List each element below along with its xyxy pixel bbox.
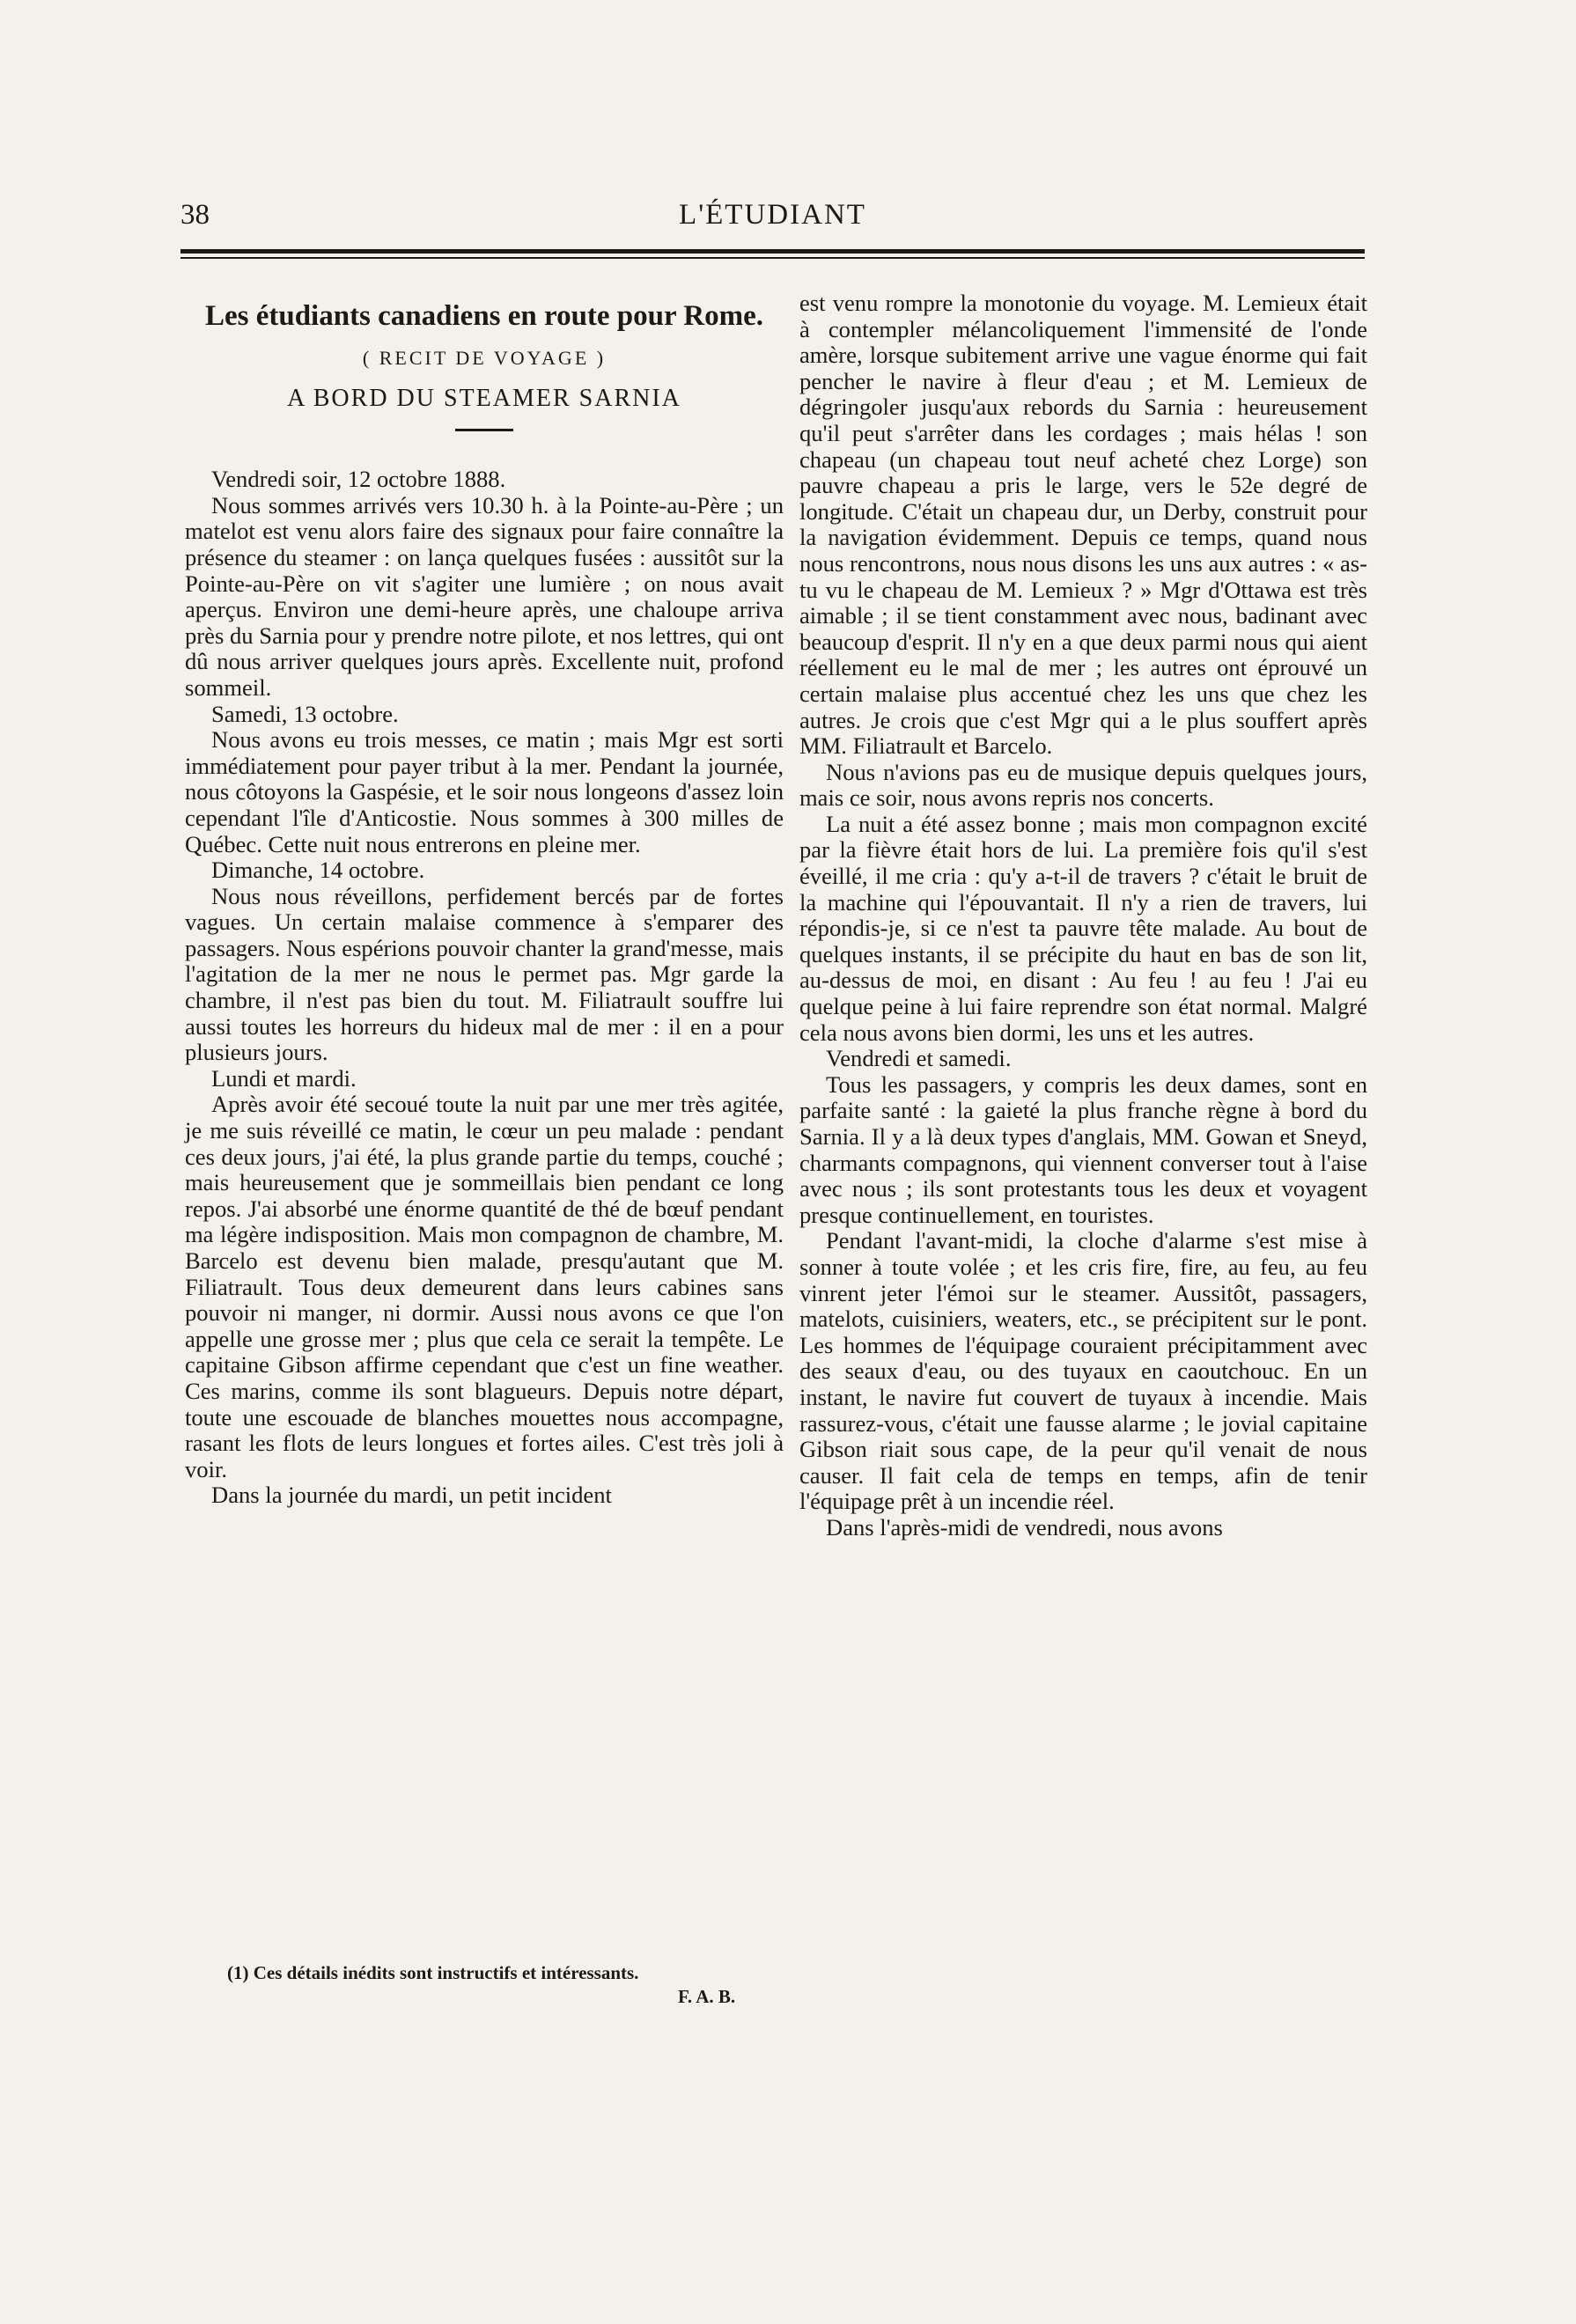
article-location: A BORD DU STEAMER SARNIA <box>287 384 681 412</box>
header-rule-thin <box>180 257 1365 259</box>
footnote: (1) Ces détails inédits sont instructifs et intéressants. <box>227 1962 639 1983</box>
paragraph: Pendant l'avant-midi, la cloche d'alarme s'est mise à sonner à toute volée ; et les cris fire, fire, au feu, au feu vinrent jeter l'émoi sur le steamer. Aussitôt, passagers, matelots, cuisiniers, weaters, etc., se précipitent sur le pont. Les hommes de l'équipage couraient précipitamment avec des seaux d'eau, ou des tuyaux en caoutchouc. En un instant, le navire fut couvert de tuyaux à incendie. Mais rassurez-vous, c'était une fausse alarme ; le jovial capitaine Gibson riait sous cape, de la peur qu'il venait de nous causer. Il fait cela de temps en temps, afin de tenir l'équipage prêt à un incendie réel. <box>799 1227 1367 1515</box>
dateline: Vendredi et samedi. <box>826 1045 1012 1072</box>
paragraph: La nuit a été assez bonne ; mais mon compagnon excité par la fièvre était hors de lui. La première fois qu'il s'est éveillé, il me cria : qu'y a-t-il de travers ? c'était le bruit de la machine qui l'épouvantait. Il n'y a rien de travers, lui répondis-je, si ce n'est ta pauvre tête malade. Au bout de quelques instants, il se précipite du haut en bas de son lit, au-dessus de moi, en disant : Au feu ! au feu ! J'ai eu quelque peine à lui faire reprendre son état normal. Malgré cela nous avons bien dormi, les uns et les autres. <box>799 810 1367 1046</box>
dateline: Dimanche, 14 octobre. <box>211 857 425 884</box>
paragraph: Nous nous réveillons, perfidement bercés par de fortes vagues. Un certain malaise commence à s'emparer des passagers. Nous espérions pouvoir chanter la grand'messe, mais l'agitation de la mer ne nous le permet pas. Mgr garde la chambre, il n'est pas bien du tout. M. Filiatrault souffre lui aussi toutes les horreurs du hideux mal de mer : il en a pour plusieurs jours. <box>185 882 784 1066</box>
dateline: Samedi, 13 octobre. <box>211 700 399 727</box>
running-title: L'ÉTUDIANT <box>679 199 866 231</box>
dateline: Vendredi soir, 12 octobre 1888. <box>211 466 506 493</box>
paragraph: Tous les passagers, y compris les deux dames, sont en parfaite santé : la gaieté la plus franche règne à bord du Sarnia. Il y a là deux types d'anglais, MM. Gowan et Sneyd, charmants compagnons, qui viennent converser tout à l'aise avec nous ; ils sont protestants tous les deux et voyagent presque continuellement, en touristes. <box>799 1070 1367 1228</box>
paragraph: Dans la journée du mardi, un petit incident <box>211 1482 612 1509</box>
paragraph: Après avoir été secoué toute la nuit par une mer très agitée, je me suis réveillé ce matin, le cœur un peu malade : pendant ces deux jours, j'ai été, la plus grande partie du temps, couché ; mais heureusement que je sommeillais bien pendant ce long repos. J'ai absorbé une énorme quantité de thé de bœuf pendant ma légère indisposition. Mais mon compagnon de chambre, M. Barcelo est devenu bien malade, presqu'autant que M. Filiatrault. Tous deux demeurent dans leurs cabines sans pouvoir ni manger, ni dormir. Aussi nous avons ce que l'on appelle une grosse mer ; plus que cela ce serait la tempête. Le capitaine Gibson affirme cependant que c'est un fine weather. Ces marins, comme ils sont blagueurs. Depuis notre départ, toute une escouade de blanches mouettes nous accompagne, rasant les flots de leurs longues et fortes ailes. C'est très joli à voir. <box>185 1091 784 1482</box>
page-header <box>180 199 1365 234</box>
paragraph: est venu rompre la monotonie du voyage. M. Lemieux était à contempler mélancoliquement l'immensité de l'onde amère, lorsque subitement arrive une vague énorme qui fait pencher le navire à fleur d'eau ; et M. Lemieux de dégringoler jusqu'aux rebords du Sarnia : heureusement qu'il peut s'arrêter dans les cordages ; mais hélas ! son chapeau (un chapeau tout neuf acheté chez Lorge) son pauvre chapeau a pris le large, vers le 52e degré de longitude. C'était un chapeau dur, un Derby, construit pour la navigation évidemment. Depuis ce temps, quand nous nous rencontrons, nous nous disons les uns aux autres : « as-tu vu le chapeau de M. Lemieux ? » Mgr d'Ottawa est très aimable ; il se tient constamment avec nous, badinant avec beaucoup d'esprit. Il n'y en a que deux parmi nous qui aient réellement eu le mal de mer ; les autres ont éprouvé un certain malaise plus accentué chez les uns que chez les autres. Je crois que c'est Mgr qui a le plus souffert après MM. Filiatrault et Barcelo. <box>799 290 1367 760</box>
paragraph: Nous avons eu trois messes, ce matin ; mais Mgr est sorti immédiatement pour payer tribut à la mer. Pendant la journée, nous côtoyons la Gaspésie, et le soir nous longeons d'assez loin cependant l'île d'Anticostie. Nous sommes à 300 milles de Québec. Cette nuit nous entrerons en pleine mer. <box>185 726 784 857</box>
page-number: 38 <box>180 199 210 231</box>
paragraph: Nous sommes arrivés vers 10.30 h. à la Pointe-au-Père ; un matelot est venu alors faire des signaux pour faire connaître la présence du steamer : on lança quelques fusées : aussitôt sur la Pointe-au-Père on vit s'agiter une lumière ; on nous avait aperçus. Environ une demi-heure après, une chaloupe arriva près du Sarnia pour y prendre notre pilote, et nos lettres, qui ont dû nous arriver quelques jours après. Excellente nuit, profond sommeil. <box>185 491 784 701</box>
footnote-signature: F. A. B. <box>678 1986 736 2007</box>
header-rule <box>180 249 1365 254</box>
article-subtitle: ( RECIT DE VOYAGE ) <box>362 347 607 369</box>
paragraph: Nous n'avions pas eu de musique depuis quelques jours, mais ce soir, nous avons repris nos concerts. <box>799 758 1367 812</box>
dateline: Lundi et mardi. <box>211 1064 357 1092</box>
section-divider <box>455 429 513 431</box>
right-column <box>799 290 1367 1541</box>
left-column <box>185 290 784 1509</box>
paragraph: Dans l'après-midi de vendredi, nous avons <box>826 1513 1223 1541</box>
article-title: Les étudiants canadiens en route pour Rome. <box>204 300 764 332</box>
